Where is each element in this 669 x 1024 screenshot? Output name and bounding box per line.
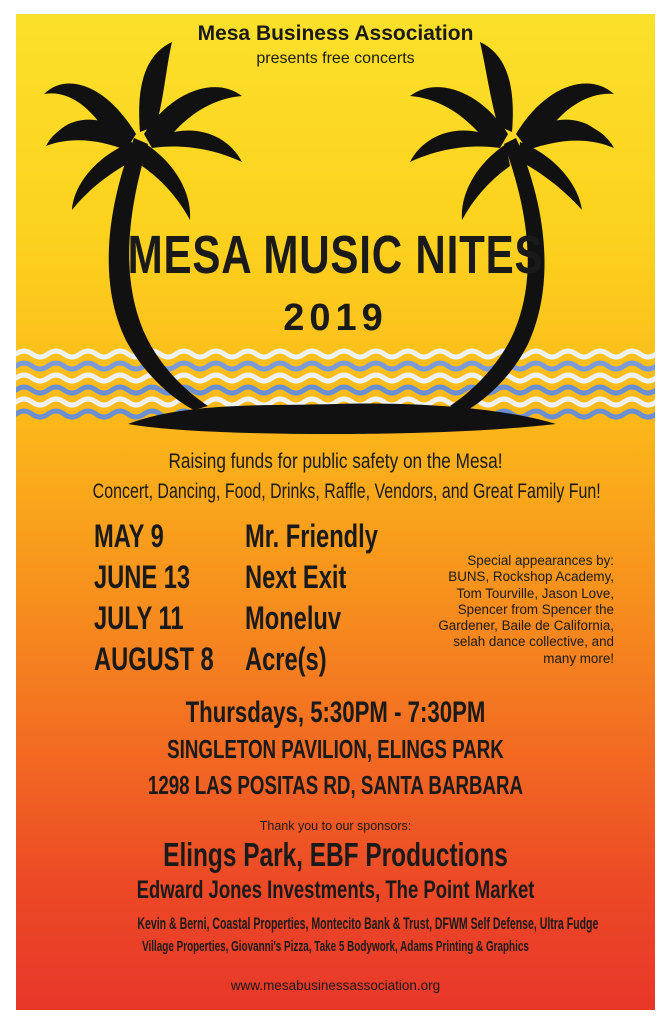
event-time: Thursdays, 5:30PM - 7:30PM <box>185 696 486 729</box>
presents-subheading: presents free concerts <box>256 50 415 67</box>
concert-date: MAY 9 <box>94 518 164 554</box>
concert-date: JULY 11 <box>94 600 184 636</box>
event-address: 1298 LAS POSITAS RD, SANTA BARBARA <box>147 770 524 800</box>
tagline: Raising funds for public safety on the Mesa! <box>168 450 503 473</box>
special-line: Gardener, Baile de California, <box>438 618 614 634</box>
sponsors-tier3-line1: Kevin & Berni, Coastal Properties, Montecito Bank & Trust, DFWM Self Defense, Ultra Fudge <box>137 914 599 933</box>
event-title: MESA MUSIC NITES <box>127 225 544 285</box>
concert-band: Mr. Friendly <box>245 518 378 554</box>
special-line: BUNS, Rockshop Academy, <box>448 569 614 585</box>
concert-band: Next Exit <box>245 559 347 595</box>
concert-poster <box>16 14 655 1010</box>
special-line: Special appearances by: <box>467 553 614 568</box>
concert-date: AUGUST 8 <box>94 641 214 677</box>
concert-dates <box>94 516 214 680</box>
activities-line: Concert, Dancing, Food, Drinks, Raffle, Vendors, and Great Family Fun! <box>92 480 601 503</box>
website-link[interactable]: www.mesabusinessassociation.org <box>230 978 441 993</box>
special-appearances <box>394 553 614 667</box>
concert-band: Moneluv <box>245 600 342 636</box>
concert-band: Acre(s) <box>245 641 327 677</box>
sponsors-tier2: Edward Jones Investments, The Point Market <box>136 876 535 904</box>
special-line: Spencer from Spencer the <box>457 601 614 617</box>
event-year: 2019 <box>283 297 388 339</box>
event-venue: SINGLETON PAVILION, ELINGS PARK <box>167 734 504 764</box>
sponsors-tier1: Elings Park, EBF Productions <box>163 836 508 873</box>
presenter-heading: Mesa Business Association <box>197 22 474 45</box>
special-line: Tom Tourville, Jason Love, <box>456 585 614 601</box>
concert-date: JUNE 13 <box>94 559 191 595</box>
concert-bands <box>245 516 378 680</box>
sponsors-tier3-line2: Village Properties, Giovanni's Pizza, Take 5 Bodywork, Adams Printing & Graphics <box>142 938 529 955</box>
sponsors-intro: Thank you to our sponsors: <box>259 819 412 833</box>
special-line: many more! <box>543 650 614 666</box>
special-line: selah dance collective, and <box>453 634 614 650</box>
